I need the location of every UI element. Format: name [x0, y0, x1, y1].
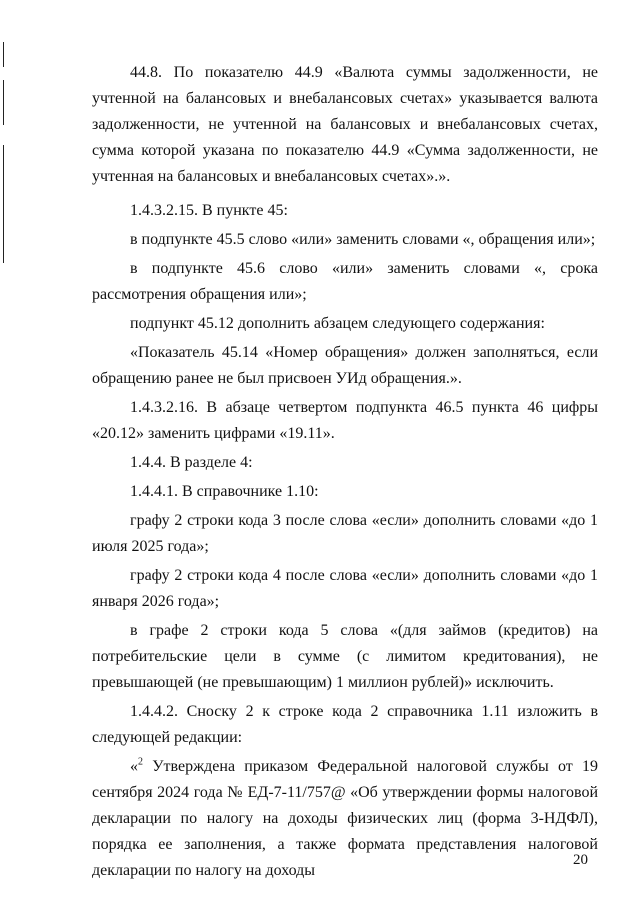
paragraph: 1.4.4.1. В справочнике 1.10: [130, 483, 319, 500]
footnote-text: Утверждена приказом Федеральной налоговой службы от 19 сентября 2024 года № ЕД-7-11/757@ «Об утверждении формы налоговой декларации по налогу на доходы физических лиц (форма 3-НДФЛ), порядка ее заполнения, а также формата представления налоговой декларации по налогу на доходы [92, 758, 598, 879]
paragraph: 1.4.3.2.16. В абзаце четвертом подпункта 46.5 пункта 46 цифры «20.12» заменить цифрами «19.11». [92, 399, 598, 442]
paragraph: 1.4.3.2.15. В пункте 45: [130, 202, 288, 219]
paragraph: 44.8. По показателю 44.9 «Валюта суммы задолженности, не учтенной на балансовых и внебалансовых счетах» указывается валюта задолженности, не учтенной на балансовых и внебалансовых счетах, сумма которой указана по показателю 44.9 «Сумма задолженности, не учтенная на балансовых и внебалансовых счетах».». [92, 64, 598, 185]
page-number: 20 [573, 852, 588, 868]
paragraph: 1.4.4. В разделе 4: [130, 454, 253, 471]
document-body [92, 60, 598, 887]
footnote-mark: 2 [138, 756, 143, 768]
footnote-paragraph [92, 754, 598, 884]
paragraph: графу 2 строки кода 4 после слова «если» дополнить словами «до 1 января 2026 года»; [92, 567, 598, 610]
paragraph: 1.4.4.2. Сноску 2 к строке кода 2 справочника 1.11 изложить в следующей редакции: [92, 703, 598, 746]
margin-mark [3, 80, 4, 125]
paragraph: графу 2 строки кода 3 после слова «если» дополнить словами «до 1 июля 2025 года»; [92, 512, 598, 555]
paragraph: подпункт 45.12 дополнить абзацем следующего содержания: [130, 315, 545, 332]
margin-mark [3, 42, 4, 67]
paragraph: в графе 2 строки кода 5 слова «(для займов (кредитов) на потребительские цели в сумме (с лимитом кредитования), не превышающей (не превышающим) 1 миллион рублей)» исключить. [92, 622, 598, 691]
margin-mark [3, 145, 4, 263]
footnote-open-quote: « [130, 758, 138, 775]
paragraph: в подпункте 45.5 слово «или» заменить словами «, обращения или»; [130, 231, 596, 248]
paragraph: «Показатель 45.14 «Номер обращения» должен заполняться, если обращению ранее не был присвоен УИд обращения.». [92, 344, 598, 387]
paragraph: в подпункте 45.6 слово «или» заменить словами «, срока рассмотрения обращения или»; [92, 260, 598, 303]
